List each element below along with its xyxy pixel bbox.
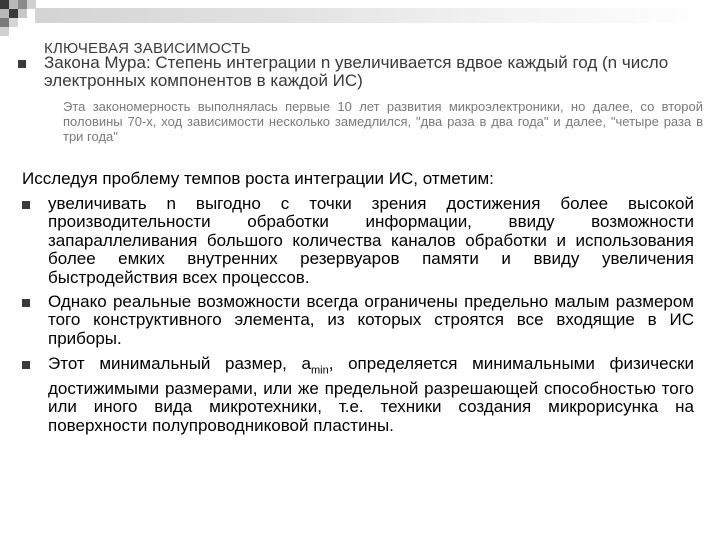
bullet-icon [22,299,30,307]
decorative-checker-pattern [0,0,40,36]
moore-law-note: Эта закономерность выполнялась первые 10 лет развития микроэлектроники, но далее, со второй половины 70-х, ход зависимости несколько замедлился, "два раза в два года" и далее, "четыре раза в три года" [63,99,703,144]
point-2-text: Однако реальные возможности всегда ограничены предельно малым размером того конструктивного элемента, из которых строятся все входящие в ИС приборы. [48,292,694,348]
slide-heading: КЛЮЧЕВАЯ ЗАВИСИМОСТЬ [44,40,251,57]
point-3-pre: Этот минимальный размер, a [48,354,311,373]
intro-text: Исследуя проблему темпов роста интеграции ИС, отметим: [22,169,494,188]
moore-law-text: Закона Мура: Степень интеграции n увеличивается вдвое каждый год (n число электронных компонентов в каждой ИС) [44,53,669,90]
point-3-post: , определяется минимальными физически достижимыми размерами, или же предельной разрешающей способностью того или иного вида микротехники, т.е. техники создания микрорисунка на поверхности полупроводниковой пластины. [48,354,695,435]
bullet-icon [18,60,26,68]
point-3-text [48,355,694,435]
header-gradient-bar [35,8,720,23]
bullet-icon [22,201,30,209]
point-1-text: увеличивать n выгодно с точки зрения достижения более высокой производительности обработки информации, ввиду возможности запараллеливания большого количества каналов обработки и использования более емких внутренних резервуаров памяти и ввиду увеличения быстродействия всех процессов. [48,194,694,287]
bullet-icon [22,361,30,369]
point-3-subscript: min [311,364,329,377]
